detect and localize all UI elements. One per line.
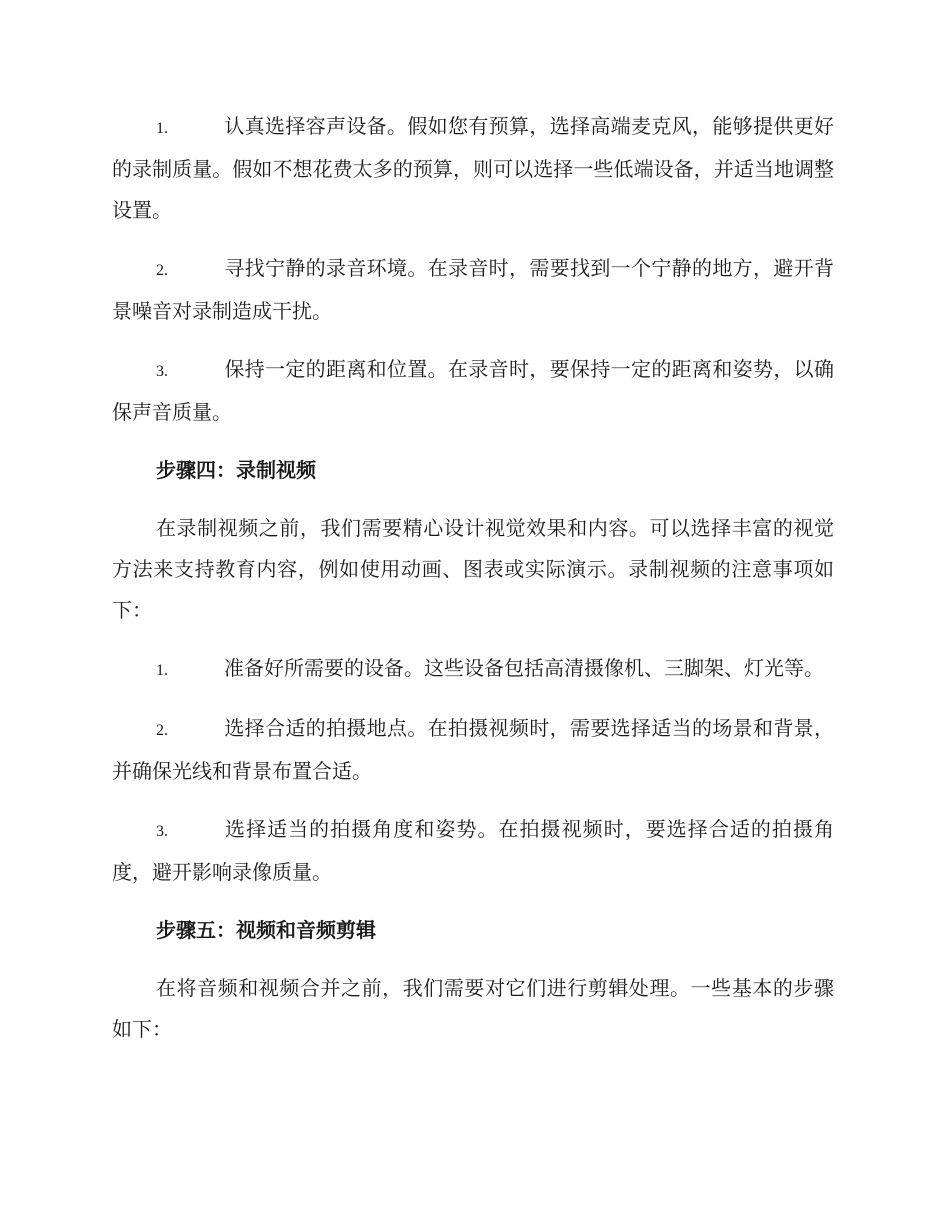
list-item-text: 保持一定的距离和位置。在录音时，要保持一定的距离和姿势，以确保声音质量。: [112, 357, 834, 424]
list-item-audio-1: [112, 106, 834, 231]
list-number: 3.: [156, 363, 168, 380]
section-heading-step-4: 步骤四：录制视频: [156, 458, 316, 482]
paragraph-video-intro: 在录制视频之前，我们需要精心设计视觉效果和内容。可以选择丰富的视觉方法来支持教育内容，例如使用动画、图表或实际演示。录制视频的注意事项如下：: [112, 516, 834, 622]
list-item-video-1: [112, 648, 834, 691]
list-item-audio-2: [112, 248, 834, 332]
list-item-text: 认真选择容声设备。假如您有预算，选择高端麦克风，能够提供更好的录制质量。假如不想花费太多的预算，则可以选择一些低端设备，并适当地调整设置。: [112, 114, 834, 222]
section-heading-step-5: 步骤五：视频和音频剪辑: [156, 918, 376, 942]
list-item-text: 选择合适的拍摄地点。在拍摄视频时，需要选择适当的场景和背景，并确保光线和背景布置合适。: [112, 716, 834, 783]
list-item-video-2: [112, 708, 834, 792]
document-page: [112, 106, 834, 1067]
list-item-text: 准备好所需要的设备。这些设备包括高清摄像机、三脚架、灯光等。: [224, 656, 824, 680]
list-item-text: 选择适当的拍摄角度和姿势。在拍摄视频时，要选择合适的拍摄角度，避开影响录像质量。: [112, 817, 834, 884]
list-item-video-3: [112, 809, 834, 893]
list-number: 2.: [156, 262, 168, 279]
list-item-audio-3: [112, 349, 834, 433]
paragraph-editing-intro: 在将音频和视频合并之前，我们需要对它们进行剪辑处理。一些基本的步骤如下：: [112, 976, 834, 1041]
list-number: 2.: [156, 722, 168, 739]
list-item-text: 寻找宁静的录音环境。在录音时，需要找到一个宁静的地方，避开背景噪音对录制造成干扰。: [112, 256, 834, 323]
list-number: 3.: [156, 823, 168, 840]
list-number: 1.: [156, 662, 168, 679]
list-number: 1.: [156, 120, 168, 137]
